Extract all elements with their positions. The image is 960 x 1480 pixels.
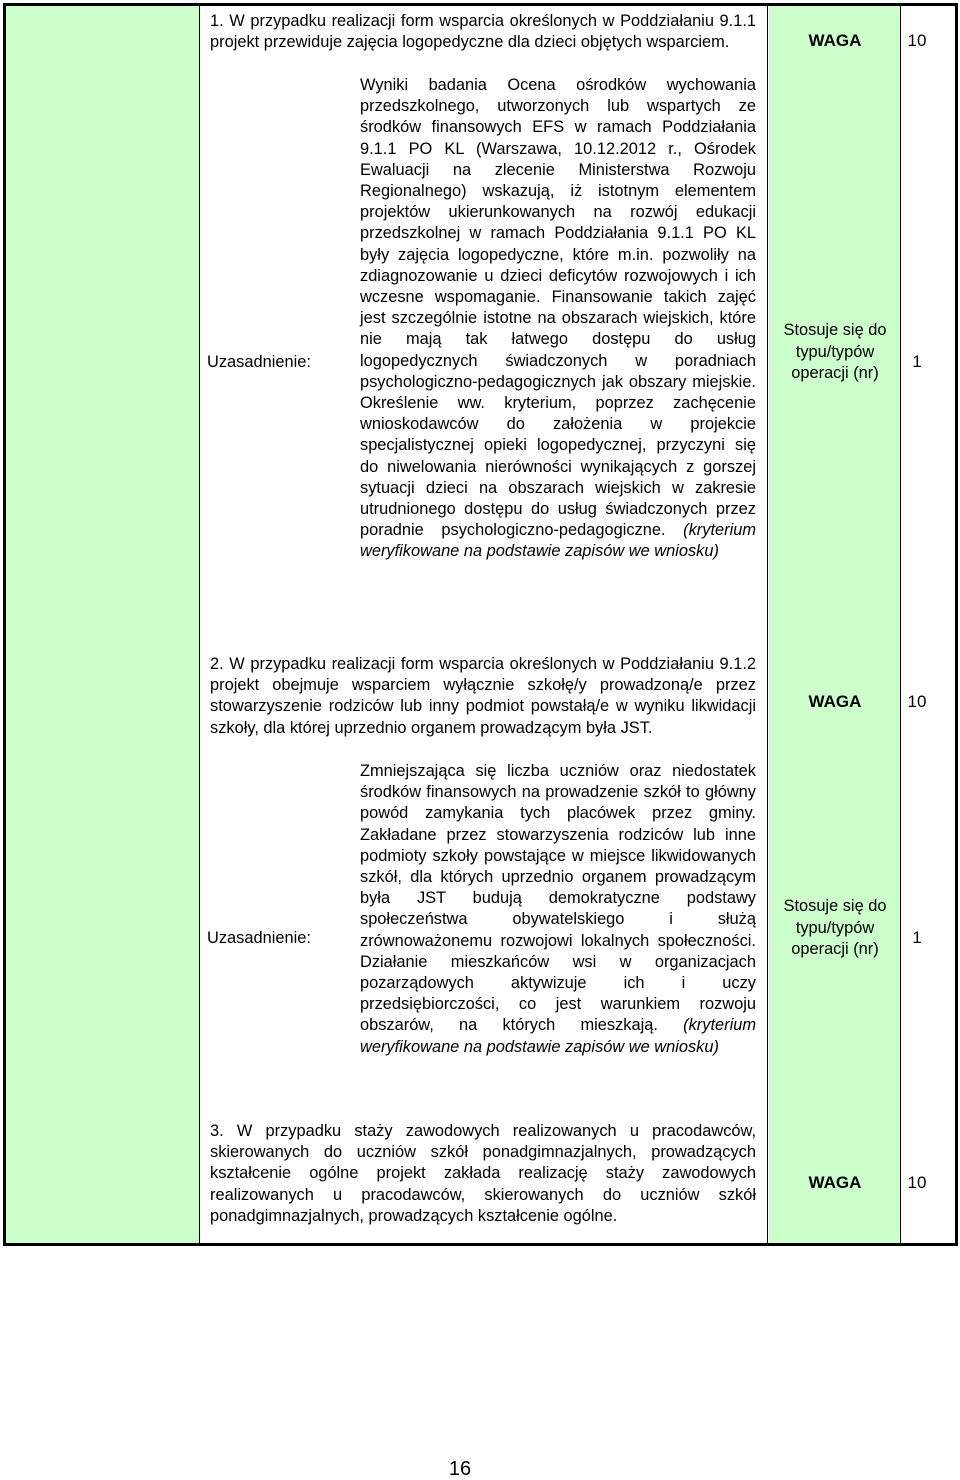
- weight-column: [769, 6, 901, 1243]
- page-number: 16: [448, 1458, 472, 1480]
- criterion-2-applies-text: Stosuje się do typu/typów operacji (nr): [783, 897, 887, 958]
- criterion-1-justification-label: Uzasadnienie:: [207, 353, 311, 371]
- criterion-1-justification: [360, 75, 756, 563]
- criterion-2-applies-value: 1: [912, 928, 922, 947]
- criterion-3-heading: 3. W przypadku staży zawodowych realizowanych u pracodawców, skierowanych do uczniów szkół ponadgimnazjalnych, prowadzących kształcenie ogólne projekt zakłada realizację staży zawodowych realizowanych u pracodawców, skierowanych do uczniów szkół ponadgimnazjalnych, prowadzących kształcenie ogólne.: [210, 1122, 756, 1225]
- criteria-column: [200, 6, 768, 1243]
- criterion-1-applies-text: Stosuje się do typu/typów operacji (nr): [783, 321, 887, 382]
- criterion-1-verification-note: (kryterium weryfikowane na podstawie zapisów we wniosku): [360, 521, 756, 561]
- criterion-2-weight-value: 10: [907, 692, 927, 711]
- criterion-3-weight-value: 10: [907, 1173, 927, 1192]
- criterion-1-weight-label: WAGA: [808, 31, 862, 50]
- criteria-table: [3, 3, 958, 1246]
- criterion-3-weight-label: WAGA: [808, 1173, 862, 1192]
- criterion-2-justification-label: Uzasadnienie:: [207, 929, 311, 947]
- left-shaded-column: [6, 6, 200, 1243]
- criterion-1-applies-value: 1: [912, 352, 922, 371]
- criterion-1-heading: 1. W przypadku realizacji form wsparcia określonych w Poddziałaniu 9.1.1 projekt przewiduje zajęcia logopedyczne dla dzieci objętych wsparciem.: [210, 12, 756, 52]
- score-column: [902, 6, 958, 1243]
- criterion-2-justification: [360, 761, 756, 1058]
- criterion-2-weight-label: WAGA: [808, 692, 862, 711]
- criterion-2-justification-text: Zmniejszająca się liczba uczniów oraz niedostatek środków finansowych na prowadzenie szkół to główny powód zamykania tych placówek przez gminy. Zakładane przez stowarzyszenia rodziców lub inne podmioty szkoły powstające w miejsce likwidowanych szkół, dla których uprzednio organem prowadzącym była JST budują demokratyczne podstawy społeczeństwa obywatelskiego i służą zrównoważonemu rozwojowi lokalnych społeczności. Działanie mieszkańców wsi w organizacjach pozarządowych aktywizuje ich i uczy przedsiębiorczości, co jest warunkiem rozwoju obszarów, na których mieszkają.: [360, 762, 756, 1035]
- criterion-1-justification-text: Wyniki badania Ocena ośrodków wychowania przedszkolnego, utworzonych lub wspartych ze środków finansowych EFS w ramach Poddziałania 9.1.1 PO KL (Warszawa, 10.12.2012 r., Ośrodek Ewaluacji na zlecenie Ministerstwa Rozwoju Regionalnego) wskazują, iż istotnym elementem projektów ukierunkowanych na rozwój edukacji przedszkolnej w ramach Poddziałania 9.1.1 PO KL były zajęcia logopedyczne, które m.in. pozwoliły na zdiagnozowanie u dzieci deficytów rozwojowych i ich wczesne wspomaganie. Finansowanie takich zajęć jest szczególnie istotne na obszarach wiejskich, które nie mają tak łatwego dostępu do usług logopedycznych świadczonych w poradniach psychologiczno-pedagogicznych jak obszary miejskie. Określenie ww. kryterium, poprzez zachęcenie wnioskodawców do założenia w projekcie specjalistycznej opieki logopedycznej, przyczyni się do niwelowania nierówności wynikających z gorszej sytuacji dzieci na obszarach wiejskich w zakresie utrudnionego dostępu do usług świadczonych przez poradnie psychologiczno-pedagogiczne.: [360, 76, 756, 540]
- criterion-2-verification-note: (kryterium weryfikowane na podstawie zapisów we wniosku): [360, 1016, 756, 1056]
- criterion-2-heading: 2. W przypadku realizacji form wsparcia określonych w Poddziałaniu 9.1.2 projekt obejmuje wsparciem wyłącznie szkołę/y prowadzoną/e przez stowarzyszenie rodziców lub inny podmiot powstałą/e w wyniku likwidacji szkoły, dla której uprzednio organem prowadzącym była JST.: [210, 655, 756, 737]
- criterion-1-weight-value: 10: [907, 31, 927, 50]
